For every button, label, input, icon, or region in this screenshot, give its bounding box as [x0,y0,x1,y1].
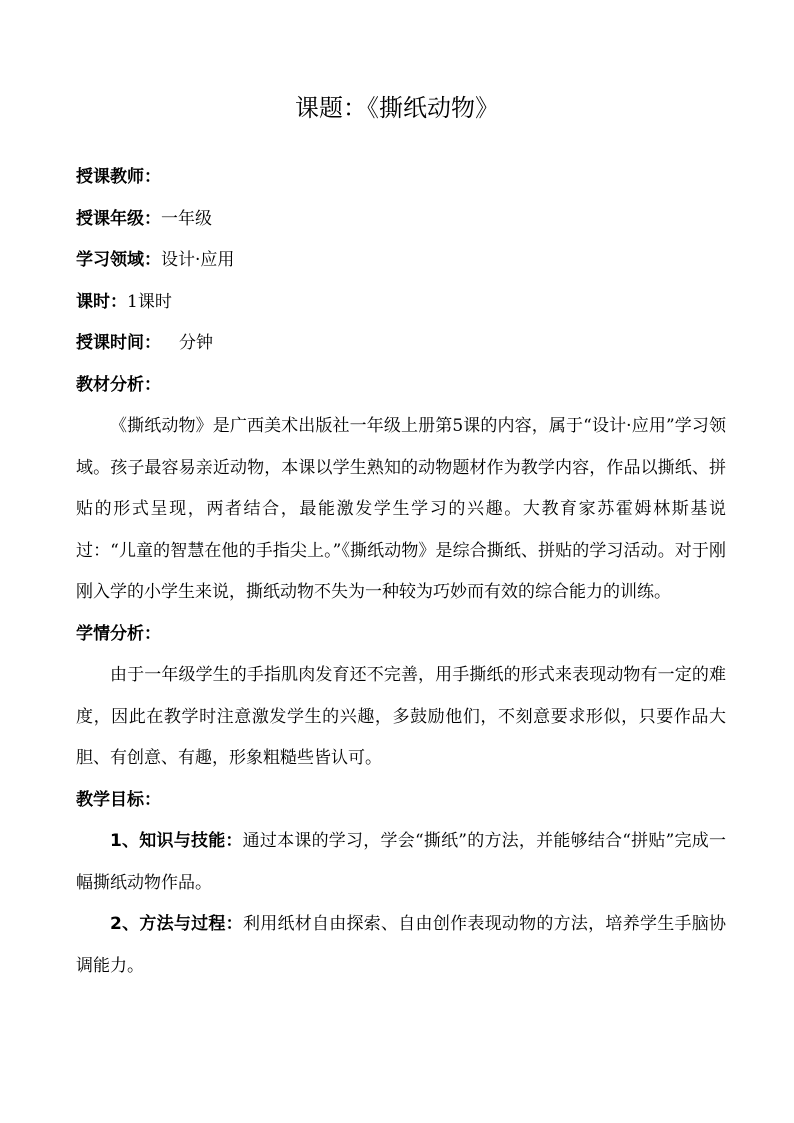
duration-value: 分钟 [179,333,213,353]
page-title: 课题：《撕纸动物》 [295,94,499,122]
field-label: 学习领域： [76,250,161,270]
objectives-heading-row [76,780,726,822]
grade-label: 授课年级： [76,208,161,229]
objectives-heading: 教学目标： [76,789,161,810]
grade-row [76,199,726,241]
objective-item [76,821,726,904]
hours-value: 1课时 [127,291,172,312]
hours-row [76,282,726,324]
objective-text: 利用纸材自由探索、自由创作表现动物的方法，培养学生手脑协调能力。 [76,914,726,976]
grade-value: 一年级 [161,208,212,229]
objective-label: 方法与过程： [139,914,243,934]
field-row [76,240,726,282]
material-analysis-text: 《撕纸动物》是广西美术出版社一年级上册第5课的内容，属于“设计·应用”学习领域。孩子最容易亲近动物，本课以学生熟知的动物题材作为教学内容，作品以撕纸、拼贴的形式呈现，两者结合，最能激发学生学习的兴趣。大教育家苏霍姆林斯基说过：“儿童的智慧在他的手指尖上。”《撕纸动物》是综合撕纸、拼贴的学习活动。对于刚刚入学的小学生来说，撕纸动物不失为一种较为巧妙而有效的综合能力的训练。 [76,416,726,602]
student-analysis-heading: 学情分析： [76,623,161,644]
objective-text: 通过本课的学习，学会“撕纸”的方法，并能够结合“拼贴”完成一幅撕纸动物作品。 [76,831,727,893]
student-analysis-text: 由于一年级学生的手指肌肉发育还不完善，用手撕纸的形式来表现动物有一定的难度，因此在教学时注意激发学生的兴趣，多鼓励他们，不刻意要求形似，只要作品大胆、有创意、有趣，形象粗糙些皆认可。 [76,665,726,768]
teacher-label: 授课教师： [76,167,161,187]
material-analysis-heading: 教材分析： [76,374,161,395]
hours-label: 课时： [76,291,127,312]
objective-number: 1、 [110,831,140,851]
objective-label: 知识与技能： [139,831,243,851]
objective-item [76,904,726,987]
teacher-row [76,157,726,199]
field-value: 设计·应用 [161,250,235,270]
duration-label: 授课时间： [76,333,161,353]
duration-row [76,323,726,365]
material-analysis-heading-row [76,365,726,407]
student-analysis-heading-row [76,614,726,656]
objective-number: 2、 [110,914,140,934]
document-body [76,157,726,987]
